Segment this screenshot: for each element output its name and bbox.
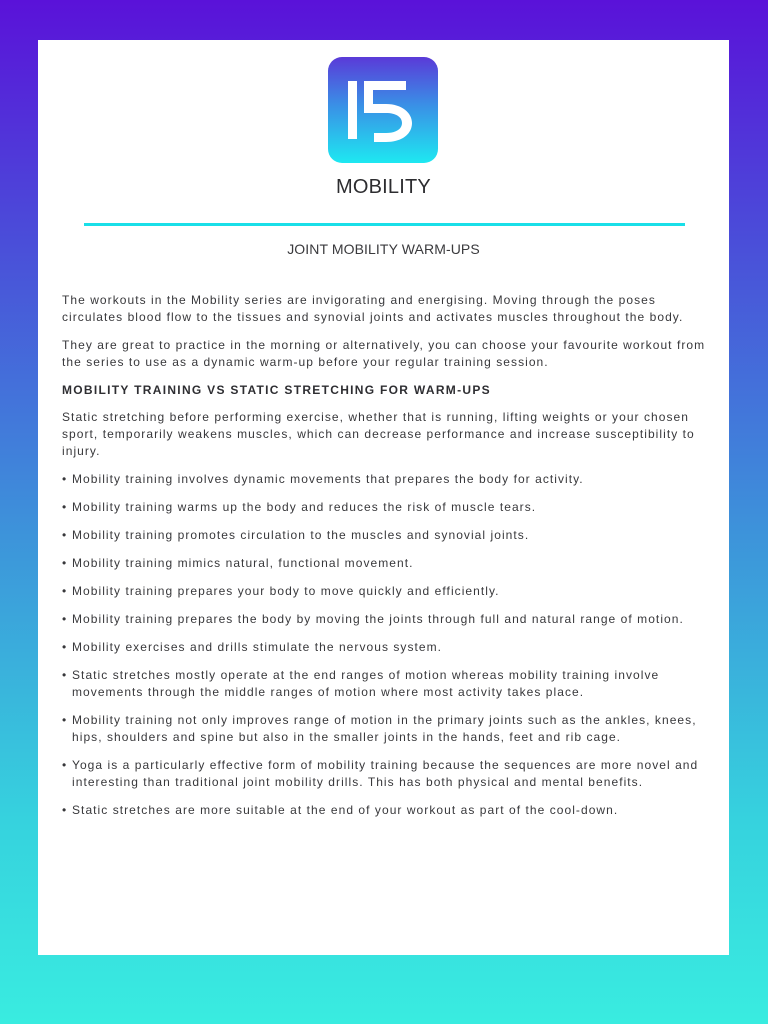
list-item-text: Mobility training promotes circulation to the muscles and synovial joints. (72, 528, 530, 542)
list-item (62, 712, 712, 746)
list-item (62, 667, 712, 701)
list-item (62, 802, 712, 819)
benefits-list (62, 471, 712, 819)
list-item-text: Mobility training mimics natural, functional movement. (72, 556, 414, 570)
logo-15-mark (328, 57, 438, 163)
list-item-text: Static stretches mostly operate at the end ranges of motion whereas mobility training involve movements through the middle ranges of motion where most activity takes place. (72, 668, 660, 699)
bullet-icon: • (62, 556, 68, 570)
section-paragraph: Static stretching before performing exercise, whether that is running, lifting weights or your chosen sport, temporarily weakens muscles, which can decrease performance and increase susceptibility to injury. (62, 410, 695, 458)
list-item-text: Yoga is a particularly effective form of mobility training because the sequences are more novel and interesting than traditional joint mobility drills. This has both physical and mental benefits. (72, 758, 699, 789)
list-item-text: Mobility training prepares the body by moving the joints through full and natural range of motion. (72, 612, 684, 626)
article-body (62, 292, 712, 830)
bullet-icon: • (62, 758, 68, 772)
list-item (62, 757, 712, 791)
title-divider (84, 223, 685, 226)
list-item (62, 555, 712, 572)
list-item-text: Mobility training involves dynamic movements that prepares the body for activity. (72, 472, 584, 486)
bullet-icon: • (62, 668, 68, 682)
bullet-icon: • (62, 528, 68, 542)
list-item (62, 471, 712, 488)
page-title: MOBILITY (336, 176, 431, 198)
intro-paragraph-1: The workouts in the Mobility series are invigorating and energising. Moving through the poses circulates blood flow to the tissues and synovial joints and activates muscles throughout the body. (62, 293, 684, 324)
bullet-icon: • (62, 500, 68, 514)
list-item-text: Mobility training warms up the body and reduces the risk of muscle tears. (72, 500, 537, 514)
bullet-icon: • (62, 713, 68, 727)
list-item-text: Mobility training prepares your body to move quickly and efficiently. (72, 584, 500, 598)
bullet-icon: • (62, 803, 68, 817)
intro-paragraph-2: They are great to practice in the morning or alternatively, you can choose your favourite workout from the series to use as a dynamic warm-up before your regular training session. (62, 338, 706, 369)
list-item-text: Mobility training not only improves range of motion in the primary joints such as the ankles, knees, hips, shoulders and spine but also in the smaller joints in the hands, feet and rib cage. (72, 713, 697, 744)
list-item (62, 611, 712, 628)
document-page (38, 40, 729, 955)
list-item-text: Mobility exercises and drills stimulate the nervous system. (72, 640, 443, 654)
bullet-icon: • (62, 584, 68, 598)
bullet-icon: • (62, 640, 68, 654)
list-item (62, 639, 712, 656)
bullet-icon: • (62, 472, 68, 486)
page-subtitle: JOINT MOBILITY WARM-UPS (287, 241, 480, 257)
bullet-icon: • (62, 612, 68, 626)
brand-logo (328, 57, 438, 163)
section-heading: MOBILITY TRAINING VS STATIC STRETCHING FOR WARM-UPS (62, 383, 491, 397)
list-item (62, 499, 712, 516)
list-item (62, 583, 712, 600)
list-item (62, 527, 712, 544)
list-item-text: Static stretches are more suitable at the end of your workout as part of the cool-down. (72, 803, 619, 817)
